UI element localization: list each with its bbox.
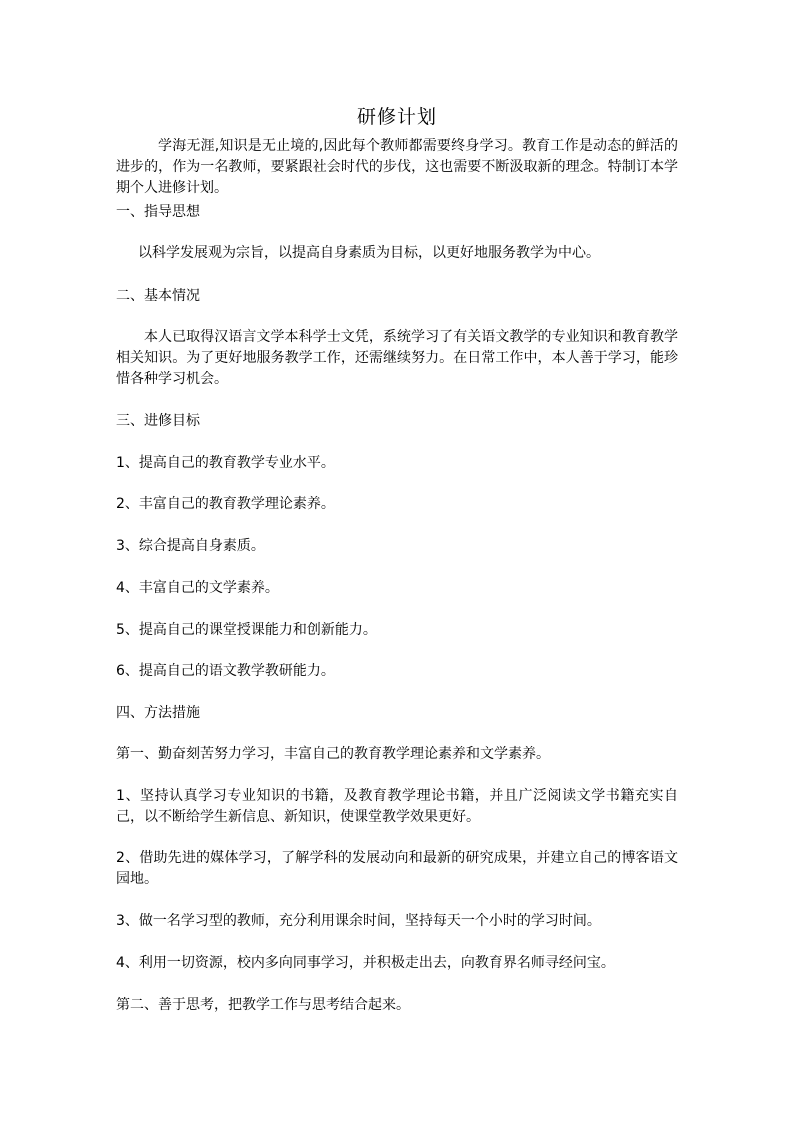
goal-item: 5、提高自己的课堂授课能力和创新能力。	[116, 622, 377, 638]
section-heading-basic-situation: 二、基本情况	[116, 288, 200, 304]
section-heading-goals: 三、进修目标	[116, 413, 200, 429]
method-item: 3、做一名学习型的教师，充分利用课余时间，坚持每天一个小时的学习时间。	[116, 913, 601, 929]
section-heading-guiding-ideology: 一、指导思想	[116, 204, 200, 220]
goal-item: 1、提高自己的教育教学专业水平。	[116, 455, 335, 471]
goal-item: 4、丰富自己的文学素养。	[116, 580, 279, 596]
guiding-ideology-text: 以科学发展观为宗旨，以提高自身素质为目标，以更好地服务教学为中心。	[138, 245, 600, 261]
method-item: 1、坚持认真学习专业知识的书籍，及教育教学理论书籍，并且广泛阅读文学书籍充实自己，以不断给学生新信息、新知识，使课堂教学效果更好。	[116, 788, 678, 825]
method-subheading-first: 第一、勤奋刻苦努力学习，丰富自己的教育教学理论素养和文学素养。	[116, 746, 550, 762]
section-heading-methods: 四、方法措施	[116, 705, 200, 721]
goal-item: 6、提高自己的语文教学教研能力。	[116, 663, 335, 679]
method-item: 4、利用一切资源，校内多向同事学习，并积极走出去，向教育界名师寻经问宝。	[116, 955, 615, 971]
method-item: 2、借助先进的媒体学习，了解学科的发展动向和最新的研究成果，并建立自己的博客语文园地。	[116, 850, 678, 887]
basic-situation-text: 本人已取得汉语言文学本科学士文凭，系统学习了有关语文教学的专业知识和教育教学相关知识。为了更好地服务教学工作，还需继续努力。在日常工作中，本人善于学习，能珍惜各种学习机会。	[116, 329, 678, 387]
intro-paragraph: 学海无涯,知识是无止境的,因此每个教师都需要终身学习。教育工作是动态的鲜活的进步的，作为一名教师，要紧跟社会时代的步伐，这也需要不断汲取新的理念。特制订本学期个人进修计划。	[116, 138, 678, 196]
document-title: 研修计划	[356, 106, 437, 128]
goal-item: 3、综合提高自身素质。	[116, 538, 265, 554]
goal-item: 2、丰富自己的教育教学理论素养。	[116, 496, 335, 512]
method-subheading-second: 第二、善于思考，把教学工作与思考结合起来。	[116, 997, 410, 1013]
